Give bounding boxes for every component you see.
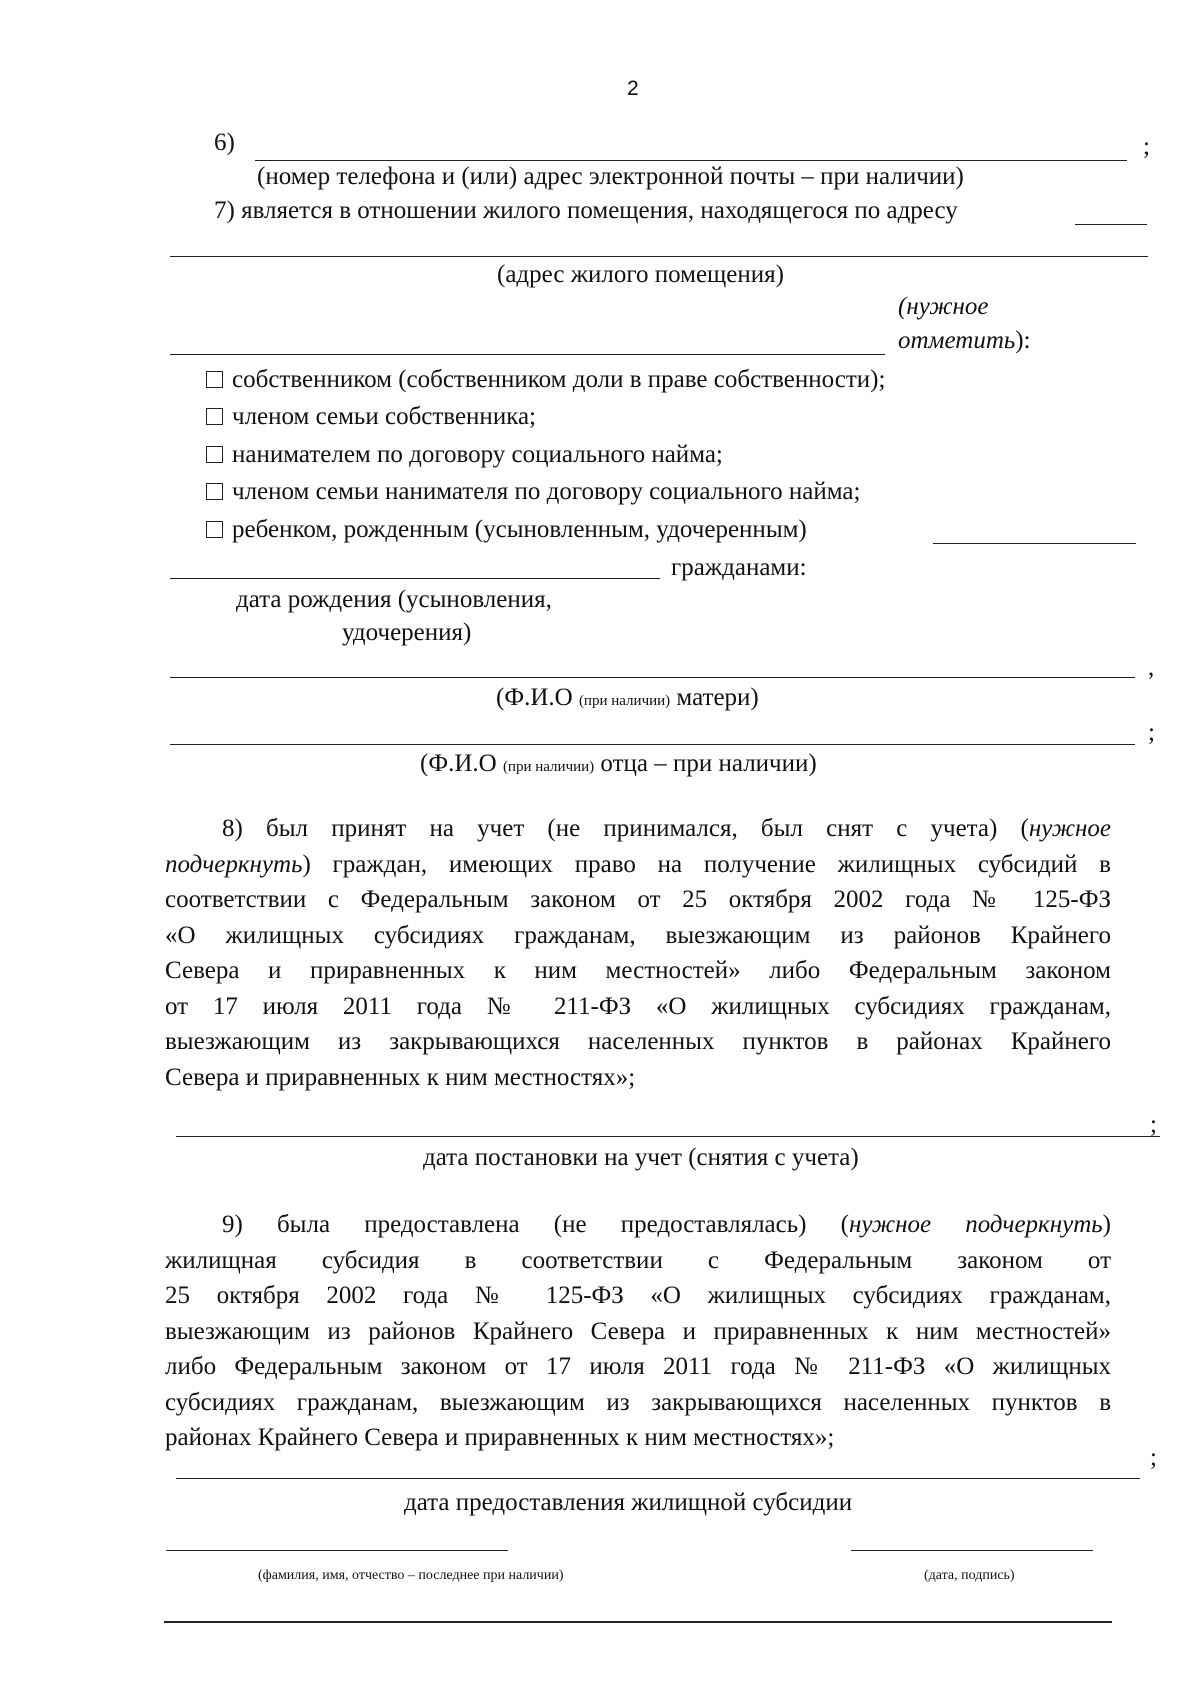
item8-line: выезжающим из закрывающихся населенных пунктов в районах Крайнего (165, 1028, 1111, 1055)
checkbox-icon[interactable] (206, 408, 223, 425)
item9-line: районах Крайнего Севера и приравненных к ним местностях»; (165, 1424, 835, 1451)
date-caption: (дата, подпись) (924, 1568, 1015, 1583)
item8-line: подчеркнуть) граждан, имеющих право на получение жилищных субсидий в (165, 850, 1111, 878)
item8-caption: дата постановки на учет (снятия с учета) (423, 1144, 859, 1171)
item7-address-line-short[interactable] (1075, 224, 1147, 225)
father-end-mark: ; (1148, 719, 1155, 746)
item9-line: 25 октября 2002 года № 125-ФЗ «О жилищных субсидиях гражданам, (165, 1282, 1111, 1309)
item8-line: соответствии с Федеральным законом от 25 октября 2002 года № 125-ФЗ (165, 886, 1111, 913)
item8-line: Севера и приравненных к ним местностей» либо Федеральным законом (165, 957, 1111, 984)
item9-date-line[interactable] (176, 1478, 1140, 1479)
mother-caption-post: матери) (676, 684, 759, 711)
item7-mark-note-1: (нужное (898, 293, 989, 320)
option-label: нанимателем по договору социального найма; (232, 441, 723, 468)
father-caption-post: отца – при наличии) (600, 750, 817, 777)
checkbox-icon[interactable] (206, 521, 223, 538)
father-caption-small: (при наличии) (502, 759, 595, 775)
bottom-rule (164, 1621, 1112, 1623)
mother-name-line[interactable] (170, 677, 1135, 678)
name-caption: (фамилия, имя, отчество – последнее при наличии) (258, 1568, 564, 1583)
mother-caption-pre: (Ф.И.О (496, 684, 573, 711)
item8-date-line[interactable] (176, 1136, 1160, 1137)
item7-mark-note-2-tail: ): (1015, 327, 1031, 354)
item8-end-mark: ; (1150, 1111, 1157, 1138)
item7-mark-note-2-wrap (898, 326, 1031, 356)
option-tenant-family[interactable] (206, 477, 860, 507)
father-caption-pre: (Ф.И.О (420, 750, 497, 777)
option-owner[interactable] (206, 365, 885, 395)
option-label: членом семьи собственника; (232, 403, 537, 430)
mother-caption (496, 683, 759, 716)
name-signature-line[interactable] (166, 1550, 508, 1551)
option-label: членом семьи нанимателя по договору социального найма; (232, 478, 861, 505)
citizens-tail: гражданами: (671, 554, 807, 581)
item9-line: 9) была предоставлена (не предоставлялась) (нужное подчеркнуть) (222, 1211, 1111, 1238)
item6-phone-line[interactable] (255, 160, 1127, 161)
item9-line: жилищная субсидия в соответствии с Федеральным законом от (165, 1246, 1111, 1274)
item9-paragraph (165, 1207, 1111, 1456)
item6-number: 6) (214, 129, 235, 156)
item8-line: от 17 июля 2011 года № 211-ФЗ «О жилищных субсидиях гражданам, (165, 992, 1111, 1020)
checkbox-icon[interactable] (206, 483, 223, 500)
item6-caption: (номер телефона и (или) адрес электронной почты – при наличии) (257, 163, 964, 190)
page-number: 2 (627, 77, 639, 100)
child-date-line[interactable] (170, 578, 660, 579)
option-owner-family[interactable] (206, 402, 536, 432)
item7-text: 7) является в отношении жилого помещения, находящегося по адресу (214, 197, 958, 224)
option-child[interactable] (206, 515, 807, 545)
mother-caption-small: (при наличии) (578, 693, 671, 709)
item9-line: выезжающим из районов Крайнего Севера и приравненных к ним местностей» (165, 1317, 1111, 1345)
option-tenant[interactable] (206, 440, 723, 470)
item8-line: 8) был принят на учет (не принимался, был снят с учета) (нужное (222, 815, 1111, 842)
item9-end-mark: ; (1150, 1444, 1157, 1471)
item8-line: «О жилищных субсидиях гражданам, выезжающим из районов Крайнего (165, 921, 1111, 949)
birth-caption-2: удочерения) (342, 619, 472, 646)
date-signature-line[interactable] (851, 1550, 1093, 1551)
item6-end-mark: ; (1143, 133, 1150, 160)
mother-comma: , (1148, 654, 1155, 681)
item7-address-line[interactable] (170, 256, 1148, 257)
birth-caption-1: дата рождения (усыновления, (236, 586, 552, 613)
item9-caption: дата предоставления жилищной субсидии (404, 1489, 853, 1516)
option-label: собственником (собственником доли в праве собственности); (232, 366, 886, 393)
item7-address-line-2[interactable] (170, 354, 885, 355)
checkbox-icon[interactable] (206, 446, 223, 463)
item9-line: субсидиях гражданам, выезжающим из закрывающихся населенных пунктов в (165, 1388, 1111, 1416)
child-date-line-short[interactable] (933, 543, 1136, 544)
item9-line: либо Федеральным законом от 17 июля 2011 года № 211-ФЗ «О жилищных (165, 1353, 1111, 1380)
checkbox-icon[interactable] (206, 371, 223, 388)
item7-address-caption: (адрес жилого помещения) (497, 261, 784, 288)
item7-mark-note-2: отметить (898, 327, 1016, 354)
item8-line: Севера и приравненных к ним местностях»; (165, 1063, 636, 1091)
father-name-line[interactable] (170, 744, 1135, 745)
option-label: ребенком, рожденным (усыновленным, удочеренным) (232, 516, 807, 543)
item8-paragraph (165, 811, 1111, 1095)
father-caption (420, 749, 817, 782)
